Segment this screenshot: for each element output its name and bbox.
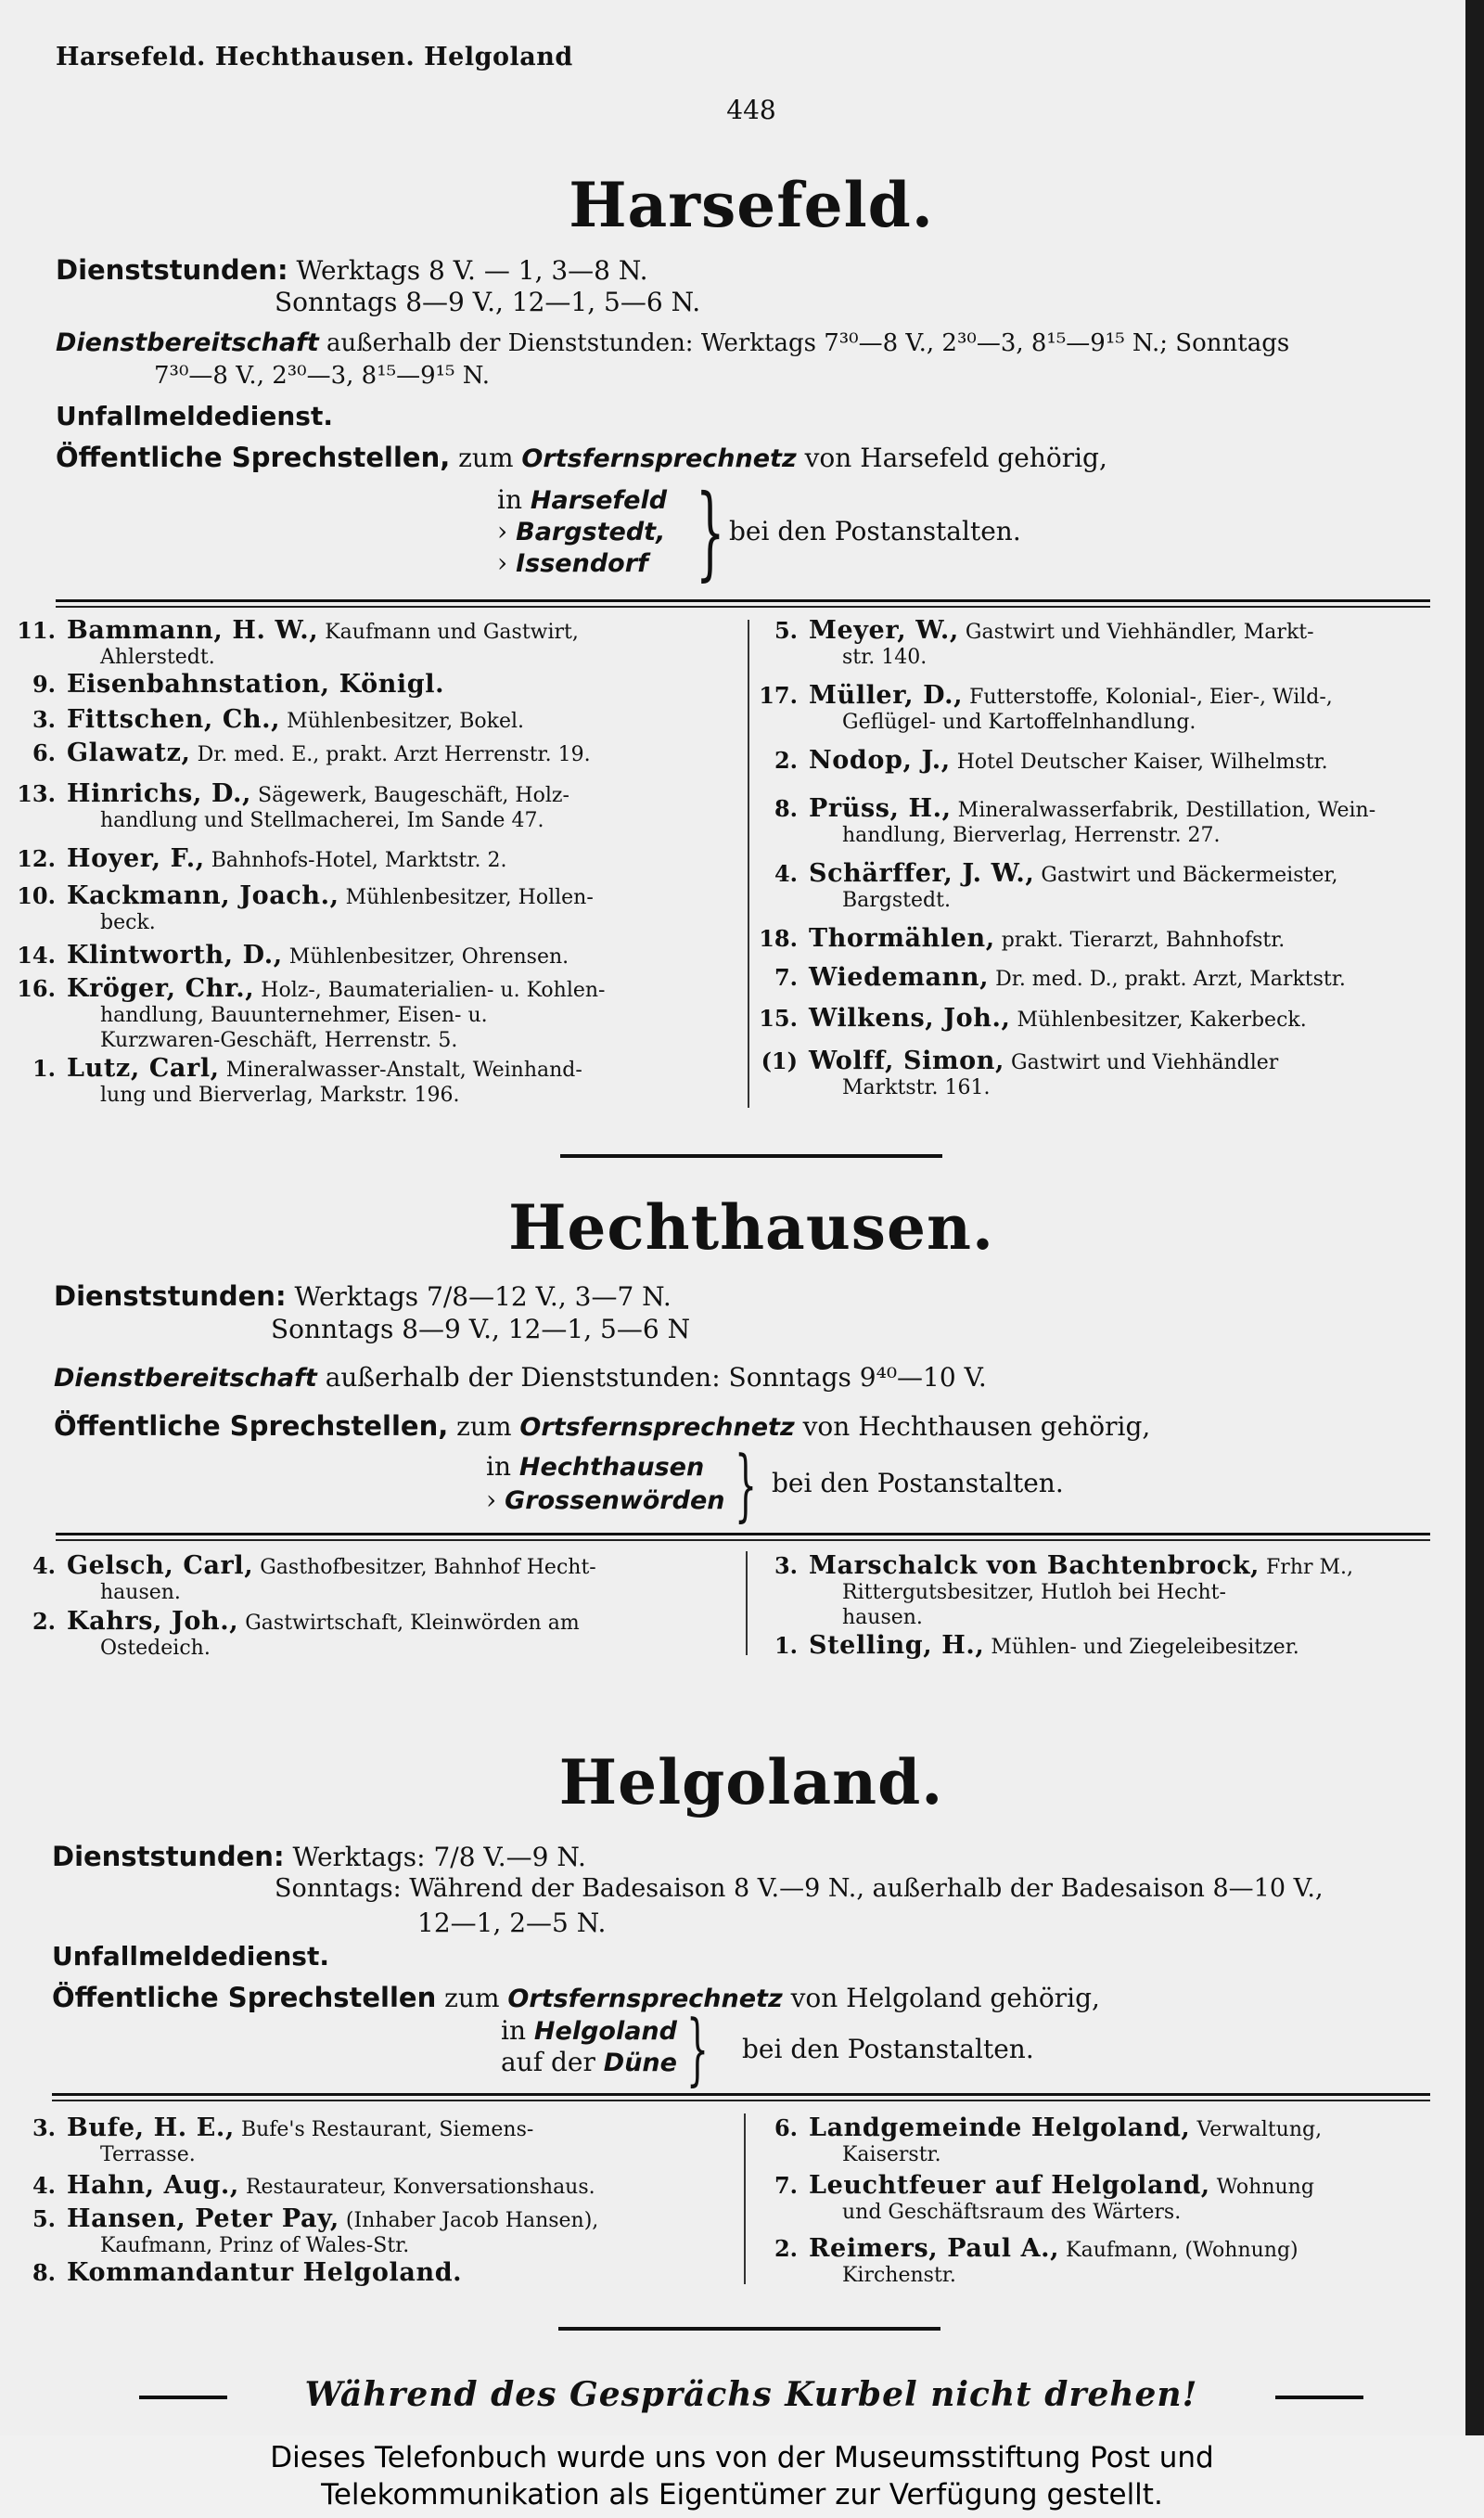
subscriber-entry: [0, 846, 506, 873]
subscriber-number: 4.: [774, 860, 798, 887]
subscriber-description: (Inhaber Jacob Hansen),: [345, 2209, 599, 2232]
subscriber-name: Fittschen, Ch.,: [67, 705, 281, 734]
subscriber-name: Gelsch, Carl,: [67, 1551, 254, 1580]
sprechstellen-zum: zum: [444, 1983, 500, 2013]
location-prefix: ›: [497, 516, 508, 546]
subscriber-entry: [0, 883, 594, 935]
subscriber-number: 17.: [759, 682, 798, 709]
dienstbereitschaft-text: außerhalb der Dienststunden: Werktags 7³⁰—8 V., 2³⁰—3, 8¹⁵—9¹⁵ N.; Sonntags: [326, 329, 1290, 357]
subscriber-name: Hoyer, F.,: [67, 844, 205, 873]
harsefeld-sprechstellen: [56, 442, 1107, 473]
subscriber-description-cont: lung und Bierverlag, Markstr. 196.: [100, 1084, 460, 1107]
subscriber-description: Sägewerk, Baugeschäft, Holz-: [258, 784, 569, 807]
subscriber-entry: [742, 2236, 1298, 2288]
dienstbereitschaft-label: Dienstbereitschaft: [54, 1364, 317, 1393]
subscriber-number: 3.: [774, 1552, 798, 1579]
dienststunden-label: Dienststunden:: [52, 1841, 285, 1872]
subscriber-description: Wohnung: [1216, 2176, 1314, 2199]
ortsfernsprechnetz-label: Ortsfernsprechnetz: [507, 1985, 783, 2013]
page-number: 448: [726, 95, 776, 125]
location-prefix: ›: [497, 547, 508, 578]
subscriber-number: 14.: [17, 942, 56, 969]
subscriber-description-cont: Ahlerstedt.: [100, 646, 215, 669]
subscriber-description: Mineralwasser-Anstalt, Weinhand-: [225, 1059, 582, 1082]
subscriber-entry: [742, 683, 1333, 735]
subscriber-description-cont: Kaiserstr.: [842, 2143, 941, 2166]
footer-line-1: Dieses Telefonbuch wurde uns von der Museumsstiftung Post und: [270, 2441, 1214, 2474]
subscriber-number: 3.: [32, 2114, 56, 2141]
location-name: Hechthausen: [518, 1453, 705, 1482]
location-name: Harsefeld: [530, 486, 668, 515]
section-rule: [56, 606, 1430, 608]
subscriber-entry: [742, 1006, 1307, 1033]
subscriber-entry: [0, 943, 569, 970]
location-prefix: in: [486, 1451, 511, 1482]
subscriber-description-cont: handlung, Bierverlag, Herrenstr. 27.: [842, 824, 1221, 847]
subscriber-number: 1.: [774, 1632, 798, 1659]
subscriber-name: Müller, D.,: [809, 681, 964, 710]
dienststunden-werktags: Werktags 7/8—12 V., 3—7 N.: [294, 1281, 672, 1312]
subscriber-description: Kaufmann und Gastwirt,: [325, 621, 579, 644]
subscriber-name: Klintworth, D.,: [67, 941, 283, 970]
dienststunden-sonntags: Sonntags 8—9 V., 12—1, 5—6 N: [271, 1314, 691, 1344]
ortsfernsprechnetz-label: Ortsfernsprechnetz: [519, 1413, 795, 1442]
running-title: Harsefeld. Hechthausen. Helgoland: [56, 43, 573, 71]
subscriber-entry: [0, 976, 606, 1053]
subscriber-description: Gasthofbesitzer, Bahnhof Hecht-: [260, 1556, 596, 1579]
subscriber-number: 16.: [17, 975, 56, 1002]
subscriber-number: 18.: [759, 925, 798, 952]
subscriber-entry: [742, 748, 1328, 775]
subscriber-number: (1): [761, 1047, 798, 1074]
subscriber-entry: [0, 618, 579, 670]
location-prefix: auf der: [501, 2047, 595, 2077]
subscriber-entry: [0, 1609, 580, 1661]
subscriber-name: Reimers, Paul A.,: [809, 2234, 1060, 2263]
subscriber-description: Frhr M.,: [1266, 1556, 1354, 1579]
section-title-harsefeld: Harsefeld.: [569, 169, 934, 241]
location-2: [486, 1484, 724, 1515]
subscriber-name: Glawatz,: [67, 739, 191, 767]
dienststunden-label: Dienststunden:: [56, 254, 288, 286]
subscriber-number: 6.: [774, 2114, 798, 2141]
sprechstellen-zum: zum: [458, 443, 514, 473]
subscriber-description: Verwaltung,: [1196, 2118, 1323, 2141]
location-1: [497, 484, 667, 515]
subscriber-number: 13.: [17, 780, 56, 807]
subscriber-entry: [0, 2260, 462, 2287]
scan-edge: [1465, 0, 1484, 2435]
subscriber-description: Gastwirt und Viehhändler, Markt-: [965, 621, 1314, 644]
subscriber-number: 5.: [32, 2205, 56, 2232]
subscriber-name: Prüss, H.,: [809, 794, 952, 823]
location-2: [497, 516, 665, 546]
subscriber-name: Bufe, H. E.,: [67, 2113, 235, 2142]
subscriber-number: 6.: [32, 739, 56, 766]
subscriber-description: Mühlenbesitzer, Bokel.: [287, 710, 525, 733]
subscriber-description-cont: handlung, Bauunternehmer, Eisen- u.: [100, 1004, 488, 1027]
subscriber-entry: [0, 781, 569, 833]
subscriber-number: 8.: [32, 2259, 56, 2286]
subscriber-number: 4.: [32, 1552, 56, 1579]
hechthausen-dienststunden: [54, 1280, 672, 1312]
subscriber-number: 2.: [774, 2235, 798, 2262]
subscriber-entry: [742, 618, 1314, 670]
subscriber-entry: [742, 1553, 1353, 1630]
subscriber-name: Kröger, Chr.,: [67, 974, 255, 1003]
subscriber-description-cont: und Geschäftsraum des Wärters.: [842, 2201, 1182, 2224]
postanstalten-note: bei den Postanstalten.: [742, 2034, 1034, 2064]
section-rule: [52, 2093, 1430, 2096]
dienstbereitschaft-label: Dienstbereitschaft: [56, 328, 319, 357]
subscriber-description: Mühlenbesitzer, Ohrensen.: [288, 945, 569, 969]
subscriber-description: Dr. med. E., prakt. Arzt Herrenstr. 19.: [197, 743, 591, 766]
location-prefix: ›: [486, 1484, 497, 1515]
subscriber-number: 7.: [774, 2172, 798, 2199]
subscriber-name: Landgemeinde Helgoland,: [809, 2113, 1191, 2142]
location-prefix: in: [501, 2015, 526, 2046]
subscriber-entry: [0, 1553, 596, 1605]
subscriber-description-cont: hausen.: [100, 1581, 181, 1604]
subscriber-description-cont: Rittergutsbesitzer, Hutloh bei Hecht-: [842, 1581, 1226, 1604]
section-separator: [558, 2327, 940, 2331]
subscriber-name: Kommandantur Helgoland.: [67, 2258, 463, 2287]
subscriber-description: Kaufmann, (Wohnung): [1066, 2239, 1298, 2262]
location-1: [501, 2015, 677, 2046]
location-name: Düne: [603, 2049, 677, 2077]
dienststunden-sonntags: Sonntags 8—9 V., 12—1, 5—6 N.: [275, 287, 701, 317]
subscriber-name: Marschalck von Bachtenbrock,: [809, 1551, 1260, 1580]
subscriber-description-cont: handlung und Stellmacherei, Im Sande 47.: [100, 809, 544, 832]
dienststunden-werktags: Werktags: 7/8 V.—9 N.: [292, 1842, 586, 1872]
sprechstellen-rest: von Helgoland gehörig,: [790, 1983, 1100, 2013]
subscriber-name: Meyer, W.,: [809, 616, 959, 645]
sprechstellen-rest: von Harsefeld gehörig,: [804, 443, 1107, 473]
subscriber-entry: [0, 2115, 533, 2167]
subscriber-number: 1.: [32, 1055, 56, 1082]
subscriber-entry: [0, 672, 444, 699]
subscriber-number: 4.: [32, 2172, 56, 2199]
location-name: Helgoland: [533, 2017, 677, 2046]
footer-line-2: Telekommunikation als Eigentümer zur Verfügung gestellt.: [321, 2478, 1163, 2512]
subscriber-description-cont: Kurzwaren-Geschäft, Herrenstr. 5.: [100, 1029, 458, 1052]
subscriber-name: Hansen, Peter Pay,: [67, 2204, 339, 2233]
subscriber-description: Restaurateur, Konversationshaus.: [245, 2176, 595, 2199]
unfallmeldedienst: Unfallmeldedienst.: [56, 401, 333, 431]
subscriber-name: Wiedemann,: [809, 963, 990, 992]
sprechstellen-rest: von Hechthausen gehörig,: [802, 1411, 1151, 1442]
hechthausen-sprechstellen: [54, 1410, 1150, 1442]
subscriber-name: Kackmann, Joach.,: [67, 881, 339, 910]
dienststunden-sonntags: Sonntags: Während der Badesaison 8 V.—9 N., außerhalb der Badesaison 8—10 V.,: [275, 1874, 1324, 1903]
subscriber-number: 11.: [17, 617, 56, 644]
ortsfernsprechnetz-label: Ortsfernsprechnetz: [521, 444, 797, 473]
location-brace: }: [696, 472, 725, 591]
subscriber-description: Dr. med. D., prakt. Arzt, Marktstr.: [995, 968, 1346, 991]
subscriber-description: Gastwirtschaft, Kleinwörden am: [245, 1612, 580, 1635]
warning-text: Während des Gesprächs Kurbel nicht drehen!: [304, 2375, 1198, 2414]
dienstbereitschaft-text: außerhalb der Dienststunden: Sonntags 9⁴⁰—10 V.: [325, 1362, 987, 1393]
subscriber-name: Nodop, J.,: [809, 746, 951, 775]
subscriber-entry: [0, 2173, 595, 2200]
helgoland-dienststunden: [52, 1841, 586, 1872]
subscriber-entry: [0, 707, 524, 734]
subscriber-name: Schärffer, J. W.,: [809, 859, 1035, 888]
subscriber-entry: [742, 2173, 1314, 2225]
subscriber-number: 15.: [759, 1005, 798, 1032]
sprechstellen-zum: zum: [456, 1411, 512, 1442]
subscriber-name: Kahrs, Joh.,: [67, 1607, 239, 1636]
section-rule: [52, 2100, 1430, 2101]
subscriber-entry: [742, 796, 1375, 848]
dienstbereitschaft-cont: 7³⁰—8 V., 2³⁰—3, 8¹⁵—9¹⁵ N.: [154, 362, 491, 390]
subscriber-description: Gastwirt und Viehhändler: [1011, 1051, 1279, 1074]
dienststunden-sonntags-cont: 12—1, 2—5 N.: [417, 1908, 607, 1938]
subscriber-entry: [742, 965, 1346, 992]
subscriber-name: Lutz, Carl,: [67, 1054, 220, 1083]
warning-dash-right: [1275, 2396, 1363, 2399]
subscriber-name: Wolff, Simon,: [809, 1047, 1004, 1075]
dienststunden-werktags: Werktags 8 V. — 1, 3—8 N.: [296, 255, 648, 286]
unfallmeldedienst: Unfallmeldedienst.: [52, 1941, 329, 1972]
subscriber-description: Mühlenbesitzer, Kakerbeck.: [1017, 1008, 1307, 1032]
subscriber-entry: [742, 2115, 1322, 2167]
location-brace: }: [735, 1439, 758, 1530]
subscriber-number: 2.: [774, 747, 798, 774]
harsefeld-dienststunden: [56, 254, 648, 286]
postanstalten-note: bei den Postanstalten.: [772, 1468, 1064, 1498]
subscriber-name: Hahn, Aug.,: [67, 2171, 239, 2200]
subscriber-description: Futterstoffe, Kolonial-, Eier-, Wild-,: [969, 686, 1333, 709]
subscriber-description: Mineralwasserfabrik, Destillation, Wein-: [957, 799, 1376, 822]
subscriber-description-cont: str. 140.: [842, 646, 928, 669]
subscriber-number: 9.: [32, 671, 56, 698]
subscriber-description-cont: Geflügel- und Kartoffelnhandlung.: [842, 711, 1196, 734]
location-1: [486, 1451, 704, 1482]
subscriber-name: Bammann, H. W.,: [67, 616, 319, 645]
location-name: Grossenwörden: [505, 1486, 725, 1515]
subscriber-description-cont: Marktstr. 161.: [842, 1076, 991, 1099]
location-brace: }: [686, 2003, 710, 2094]
subscriber-description: Bahnhofs-Hotel, Marktstr. 2.: [211, 849, 507, 872]
subscriber-number: 7.: [774, 964, 798, 991]
subscriber-description: Hotel Deutscher Kaiser, Wilhelmstr.: [956, 751, 1328, 774]
subscriber-entry: [0, 2206, 598, 2258]
subscriber-description: Gastwirt und Bäckermeister,: [1041, 864, 1338, 887]
subscriber-entry: [742, 861, 1337, 913]
sprechstellen-label: Öffentliche Sprechstellen: [52, 1982, 437, 2013]
subscriber-description: Bufe's Restaurant, Siemens-: [240, 2118, 534, 2141]
section-title-helgoland: Helgoland.: [558, 1746, 944, 1818]
sprechstellen-label: Öffentliche Sprechstellen,: [56, 442, 451, 473]
hechthausen-dienstbereitschaft: [54, 1362, 987, 1393]
postanstalten-note: bei den Postanstalten.: [729, 516, 1021, 546]
subscriber-entry: [742, 926, 1285, 953]
subscriber-entry: [742, 1633, 1299, 1660]
helgoland-sprechstellen: [52, 1982, 1100, 2013]
subscriber-number: 2.: [32, 1608, 56, 1635]
subscriber-description-cont: Bargstedt.: [842, 889, 951, 912]
section-rule: [56, 1539, 1430, 1541]
location-name: Bargstedt,: [516, 518, 666, 546]
dienststunden-label: Dienststunden:: [54, 1280, 287, 1312]
subscriber-description-cont: Kirchenstr.: [842, 2264, 956, 2287]
subscriber-name: Stelling, H.,: [809, 1631, 985, 1660]
subscriber-description: Holz-, Baumaterialien- u. Kohlen-: [261, 979, 606, 1002]
subscriber-description-cont: Terrasse.: [100, 2143, 196, 2166]
location-prefix: in: [497, 484, 522, 515]
subscriber-description: prakt. Tierarzt, Bahnhofstr.: [1001, 929, 1286, 952]
section-rule: [56, 1533, 1430, 1535]
subscriber-entry: [742, 1048, 1278, 1100]
subscriber-description-cont: Kaufmann, Prinz of Wales-Str.: [100, 2234, 410, 2257]
subscriber-description-cont: hausen.: [842, 1606, 923, 1629]
subscriber-description-cont: beck.: [100, 911, 156, 934]
subscriber-number: 8.: [774, 795, 798, 822]
subscriber-name: Leuchtfeuer auf Helgoland,: [809, 2171, 1210, 2200]
subscriber-description-cont: Ostedeich.: [100, 1637, 211, 1660]
subscriber-name: Wilkens, Joh.,: [809, 1004, 1011, 1033]
subscriber-description: Mühlenbesitzer, Hollen-: [345, 886, 594, 909]
subscriber-number: 3.: [32, 706, 56, 733]
section-separator: [560, 1154, 942, 1158]
location-3: [497, 547, 648, 578]
subscriber-number: 12.: [17, 845, 56, 872]
location-name: Issendorf: [516, 549, 648, 578]
section-rule: [56, 599, 1430, 602]
location-2: [501, 2047, 677, 2077]
subscriber-name: Hinrichs, D.,: [67, 779, 252, 808]
subscriber-number: 5.: [774, 617, 798, 644]
section-title-hechthausen: Hechthausen.: [508, 1191, 994, 1264]
subscriber-name: Thormählen,: [809, 924, 995, 953]
subscriber-name: Eisenbahnstation, Königl.: [67, 670, 445, 699]
subscriber-entry: [0, 740, 591, 767]
harsefeld-dienstbereitschaft: [56, 328, 1289, 357]
subscriber-entry: [0, 1056, 582, 1108]
sprechstellen-label: Öffentliche Sprechstellen,: [54, 1410, 449, 1442]
subscriber-description: Mühlen- und Ziegeleibesitzer.: [991, 1636, 1299, 1659]
subscriber-number: 10.: [17, 882, 56, 909]
footer-attribution: [0, 2435, 1484, 2518]
